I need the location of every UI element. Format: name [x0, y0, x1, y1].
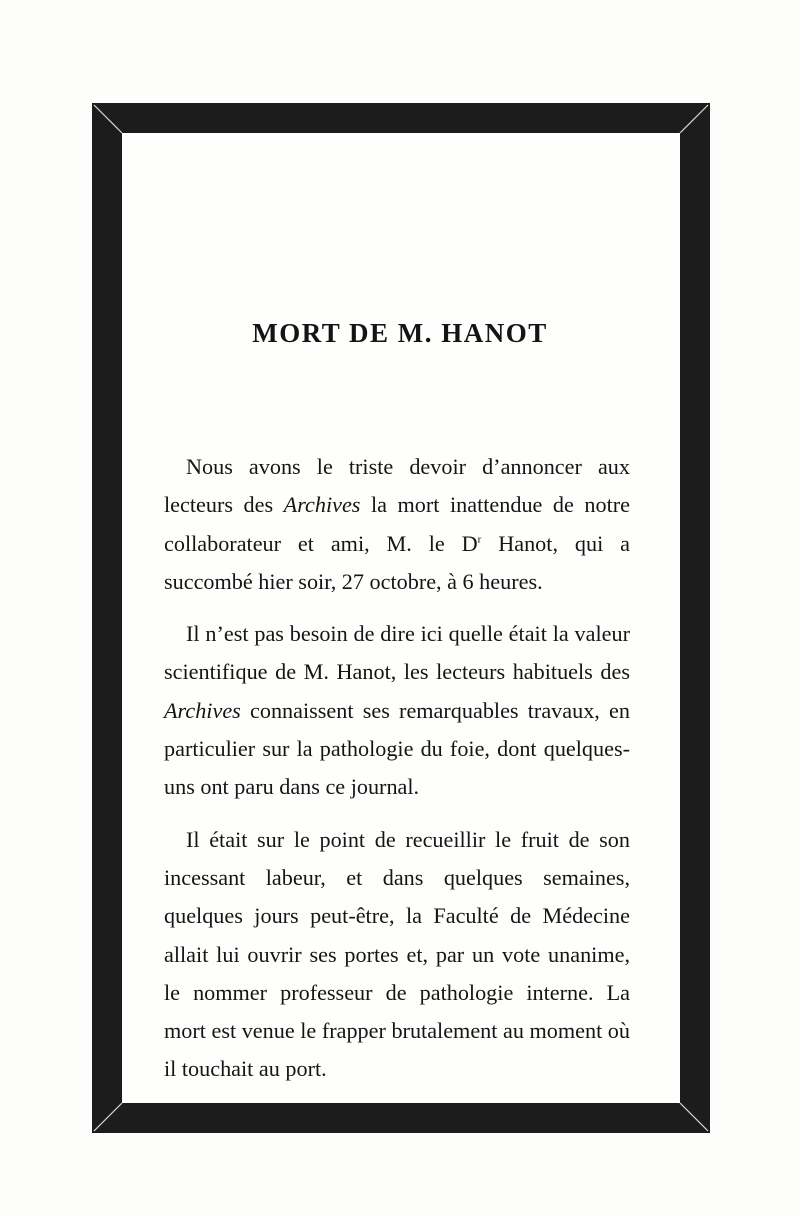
paragraph: [164, 615, 630, 806]
obituary-text: [164, 448, 630, 1103]
italic-journal-name: Archives: [283, 492, 361, 518]
paragraph: [164, 821, 630, 1089]
superscript: r: [477, 533, 482, 546]
text-segment: Hanot, qui a succombé hier soir, 27 octobre, à 6 heures.: [164, 530, 630, 594]
text-segment: Il n’est pas besoin de dire ici quelle était la valeur scientifique de M. Hanot, les lecteurs habituels des: [164, 621, 630, 685]
page-title: MORT DE M. HANOT: [252, 318, 548, 348]
text-segment: Nous avons le triste devoir d’annoncer aux lecteurs des: [164, 454, 630, 518]
text-segment: connaissent ses remarquables travaux, en particulier sur la pathologie du foie, dont quelques-uns ont paru dans ce journal.: [164, 697, 630, 800]
text-segment: Il était sur le point de recueillir le fruit de son incessant labeur, et dans quelques semaines, quelques jours peut-être, la Faculté de Médecine allait lui ouvrir ses portes et, par un vote unanime, le nommer professeur de pathologie interne. La mort est venue le frapper brutalement au moment où il touchait au port.: [164, 826, 630, 1082]
text-segment: la mort inattendue de notre collaborateur et ami, M. le D: [164, 492, 630, 556]
italic-journal-name: Archives: [164, 697, 241, 723]
paragraph: [164, 448, 630, 601]
